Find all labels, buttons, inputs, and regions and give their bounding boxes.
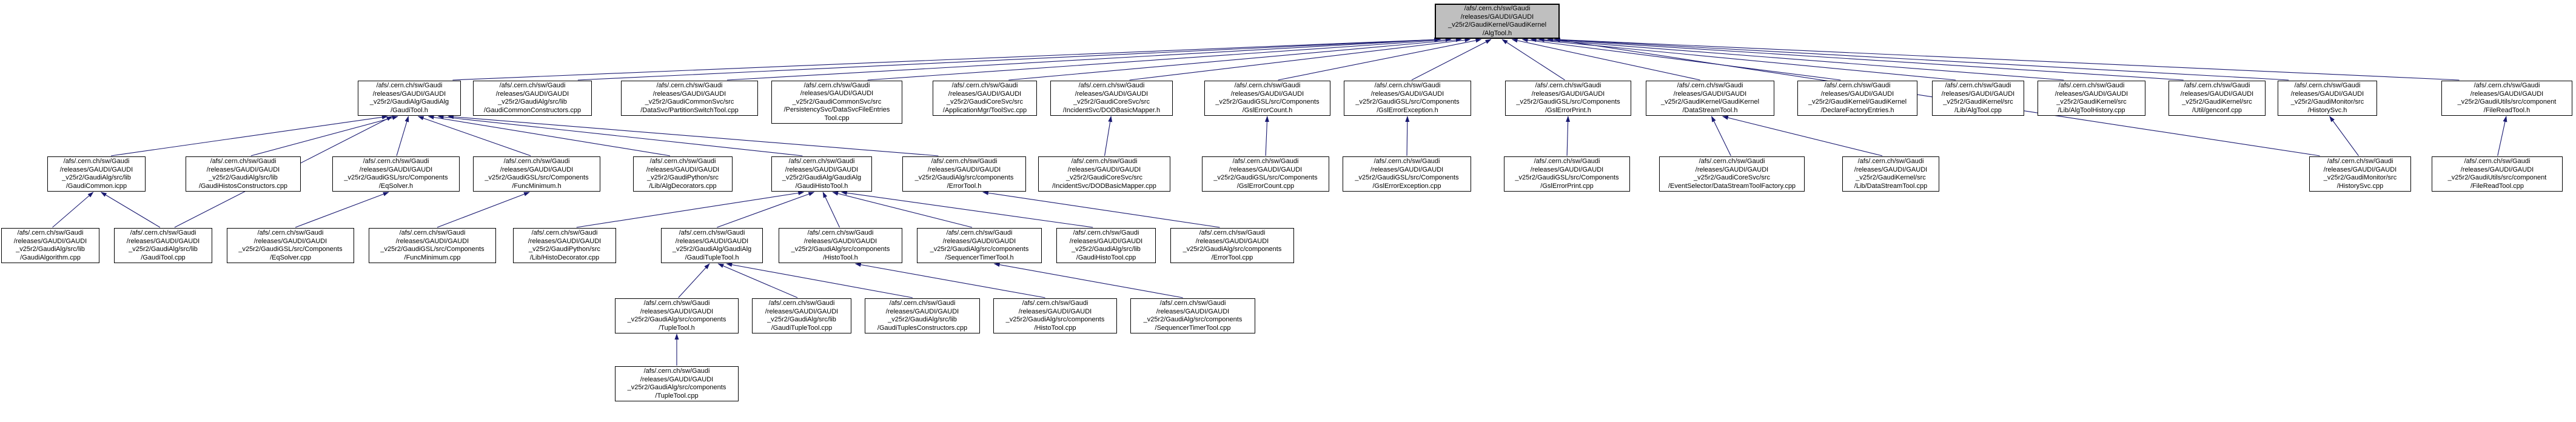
graph-node-label-line: /IncidentSvc/DODBasicMapper.cpp [1052, 182, 1156, 190]
graph-node-label-line: /afs/.cern.ch/sw/Gaudi [788, 158, 855, 165]
graph-node-label-line: /releases/GAUDI/GAUDI [253, 237, 327, 245]
graph-node-label-line: /GaudiCommonConstructors.cpp [483, 106, 582, 114]
graph-node-label-line: /DataSvc/PartitionSwitchTool.cpp [640, 106, 739, 114]
graph-node-label-line: _v25r2/GaudiKernel/src [1943, 98, 2013, 106]
graph-node-n4[interactable] [771, 81, 902, 124]
graph-node-label-line: /releases/GAUDI/GAUDI [1673, 90, 1747, 98]
graph-node-p10[interactable] [1170, 228, 1294, 263]
graph-node-label-line: /GaudiHistoTool.cpp [1076, 253, 1136, 261]
graph-node-label-line: /afs/.cern.ch/sw/Gaudi [1535, 82, 1602, 89]
graph-node-label-line: /EqSolver.h [378, 182, 414, 190]
graph-node-label-line: /releases/GAUDI/GAUDI [528, 237, 602, 245]
include-edge-m12-to-n10 [1712, 116, 1731, 156]
graph-node-label-line: /afs/.cern.ch/sw/Gaudi [1699, 158, 1765, 165]
graph-node-label-line: /GaudiHistoTool.h [795, 182, 848, 190]
graph-node-label-line: /releases/GAUDI/GAUDI [359, 166, 433, 173]
include-edge-n15-to-root [1555, 39, 2289, 80]
graph-node-label-line: /GaudiTool.h [391, 106, 428, 114]
graph-node-label-line: _v25r2/GaudiUtils/src/component [2447, 174, 2547, 181]
graph-node-label-line: /releases/GAUDI/GAUDI [803, 237, 877, 245]
graph-node-p9[interactable] [1056, 228, 1156, 263]
graph-node-n9[interactable] [1505, 81, 1631, 116]
graph-node-label-line: /afs/.cern.ch/sw/Gaudi [503, 158, 570, 165]
graph-node-label-line: /releases/GAUDI/GAUDI [13, 237, 87, 245]
graph-node-label-line: /afs/.cern.ch/sw/Gaudi [2058, 82, 2125, 89]
graph-node-label-line: /releases/GAUDI/GAUDI [2460, 166, 2534, 173]
graph-node-label-line: /afs/.cern.ch/sw/Gaudi [376, 82, 443, 89]
graph-node-label-line: /FuncMinimum.cpp [404, 253, 461, 261]
graph-node-label-line: /PersistencySvc/DataSvcFileEntries [783, 106, 890, 114]
include-edge-p10-to-m7 [983, 192, 1220, 227]
graph-node-m9[interactable] [1202, 156, 1329, 192]
graph-node-label-line: _v25r2/GaudiAlg/src/components [627, 384, 726, 391]
graph-node-label-line: /ErrorTool.h [947, 182, 982, 190]
include-edge-n11-to-root [1523, 39, 1841, 80]
graph-node-label-line: _v25r2/GaudiGSL/src/Components [380, 246, 485, 253]
graph-node-label-line: /afs/.cern.ch/sw/Gaudi [1022, 300, 1088, 307]
graph-node-label-line: /releases/GAUDI/GAUDI [206, 166, 280, 173]
graph-node-n3[interactable] [621, 81, 758, 116]
graph-node-label-line: /GaudiAlgorithm.cpp [20, 253, 81, 261]
graph-node-label-line: /Lib/AlgToolHistory.cpp [2058, 106, 2125, 114]
include-edge-n4-to-root [868, 39, 1451, 80]
graph-node-n10[interactable] [1646, 81, 1774, 116]
graph-node-label-line: /AlgTool.h [1482, 29, 1512, 37]
graph-node-label-line: /releases/GAUDI/GAUDI [59, 166, 133, 173]
graph-node-label-line: /releases/GAUDI/GAUDI [646, 166, 720, 173]
graph-node-label-line: /afs/.cern.ch/sw/Gaudi [2474, 82, 2540, 89]
include-edge-m1-to-n1 [111, 116, 387, 156]
graph-node-label-line: /afs/.cern.ch/sw/Gaudi [2184, 82, 2250, 89]
graph-node-label-line: /releases/GAUDI/GAUDI [2323, 166, 2397, 173]
graph-node-label-line: /releases/GAUDI/GAUDI [500, 166, 574, 173]
graph-node-label-line: _v25r2/GaudiCommonSvc/src [645, 98, 734, 106]
graph-node-label-line: _v25r2/GaudiAlg/src/lib [767, 316, 836, 323]
graph-node-label-line: /releases/GAUDI/GAUDI [1370, 90, 1444, 98]
graph-node-m2[interactable] [186, 156, 301, 192]
graph-node-q5[interactable] [1130, 298, 1255, 333]
include-edge-m14-to-n15 [2330, 116, 2359, 156]
include-edge-q5-to-p8 [995, 264, 1183, 298]
graph-node-label-line: /afs/.cern.ch/sw/Gaudi [499, 82, 566, 89]
graph-node-label-line: /releases/GAUDI/GAUDI [785, 166, 859, 173]
graph-node-m13[interactable] [1842, 156, 1939, 192]
graph-node-label-line: /releases/GAUDI/GAUDI [1067, 166, 1141, 173]
graph-node-label-line: _v25r2/GaudiGSL/src/Components [1515, 174, 1619, 181]
graph-node-label-line: /GslErrorPrint.h [1545, 106, 1591, 114]
graph-node-label-line: /ApplicationMgr/ToolSvc.cpp [942, 106, 1027, 114]
graph-node-label-line: /releases/GAUDI/GAUDI [948, 90, 1022, 98]
graph-node-label-line: /TupleTool.cpp [655, 392, 699, 400]
graph-node-label-line: /HistoTool.cpp [1034, 324, 1076, 332]
graph-node-n2[interactable] [473, 81, 592, 116]
graph-node-p8[interactable] [917, 228, 1042, 263]
graph-node-m15[interactable] [2432, 156, 2563, 192]
graph-node-label-line: /HistorySvc.h [2307, 106, 2347, 114]
graph-node-label-line: _v25r2/GaudiAlg/GaudiAlg [369, 98, 449, 106]
include-edge-p1-to-m1 [53, 192, 93, 227]
include-edge-m15-to-n16 [2498, 116, 2506, 156]
graph-node-label-line: /GaudiHistosConstructors.cpp [198, 182, 288, 190]
include-edge-p2-to-m1 [101, 192, 160, 227]
graph-node-label-line: /releases/GAUDI/GAUDI [1820, 90, 1894, 98]
include-edge-p9-to-m6 [842, 192, 1093, 227]
graph-node-label-line: _v25r2/GaudiPython/src [528, 246, 600, 253]
include-edge-n2-to-root [578, 39, 1440, 80]
graph-node-label-line: /HistoTool.h [823, 253, 858, 261]
graph-node-root [1435, 4, 1560, 39]
include-edge-m9-to-n7 [1266, 116, 1267, 156]
graph-node-label-line: /DeclareFactoryEntries.h [1820, 106, 1894, 114]
graph-node-label-line: /releases/GAUDI/GAUDI [1530, 166, 1604, 173]
graph-node-label-line: /EqSolver.cpp [270, 253, 311, 261]
graph-node-label-line: /releases/GAUDI/GAUDI [1230, 90, 1304, 98]
include-edge-m2-to-n1 [251, 116, 398, 156]
graph-node-label-line: /afs/.cern.ch/sw/Gaudi [679, 229, 745, 236]
graph-node-p5[interactable] [513, 228, 616, 263]
graph-node-label-line: /releases/GAUDI/GAUDI [640, 307, 714, 315]
include-edge-n5-to-root [1008, 39, 1461, 80]
graph-node-m1[interactable] [47, 156, 146, 192]
graph-node-label-line: /afs/.cern.ch/sw/Gaudi [656, 82, 723, 89]
graph-node-label-line: /afs/.cern.ch/sw/Gaudi [1374, 82, 1441, 89]
graph-node-p3[interactable] [227, 228, 354, 263]
graph-node-n13[interactable] [2038, 81, 2145, 116]
graph-node-label-line: _v25r2/GaudiMonitor/src [2290, 98, 2364, 106]
graph-node-label-line: /releases/GAUDI/GAUDI [640, 375, 714, 383]
graph-node-label-line: /afs/.cern.ch/sw/Gaudi [2464, 158, 2531, 165]
graph-node-label-line: /afs/.cern.ch/sw/Gaudi [643, 300, 710, 307]
graph-node-label-line: /afs/.cern.ch/sw/Gaudi [363, 158, 429, 165]
include-edge-p4-to-m4 [437, 192, 529, 227]
graph-node-label-line: _v25r2/GaudiKernel/src [2056, 98, 2127, 106]
graph-node-label-line: /GaudiTuplesConstructors.cpp [877, 324, 968, 332]
graph-node-label-line: Tool.cpp [824, 114, 850, 122]
graph-node-label-line: _v25r2/GaudiAlg/src/components [914, 174, 1014, 181]
graph-node-label-line: /releases/GAUDI/GAUDI [2180, 90, 2254, 98]
include-edge-q2-to-p6 [718, 264, 797, 298]
graph-node-label-line: _v25r2/GaudiKernel/GaudiKernel [1447, 21, 1547, 28]
graph-node-label-line: /afs/.cern.ch/sw/Gaudi [1071, 158, 1138, 165]
graph-node-label-line: /TupleTool.h [659, 324, 695, 332]
include-edge-p6-to-m6 [717, 192, 814, 227]
include-edge-m5-to-n1 [429, 116, 670, 156]
graph-node-label-line: /afs/.cern.ch/sw/Gaudi [1464, 5, 1531, 12]
graph-node-label-line: /afs/.cern.ch/sw/Gaudi [931, 158, 998, 165]
graph-node-label-line: /afs/.cern.ch/sw/Gaudi [1857, 158, 1924, 165]
graph-node-q2[interactable] [752, 298, 851, 333]
graph-node-p2[interactable] [114, 228, 212, 263]
graph-node-label-line: /afs/.cern.ch/sw/Gaudi [2294, 82, 2361, 89]
graph-node-m11[interactable] [1504, 156, 1630, 192]
graph-node-label-line: /FileReadTool.cpp [2470, 182, 2524, 190]
graph-node-label-line: /HistorySvc.cpp [2336, 182, 2384, 190]
graph-node-label-line: /EventSelector/DataStreamToolFactory.cpp [1668, 182, 1796, 190]
graph-node-n7[interactable] [1204, 81, 1330, 116]
graph-node-label-line: _v25r2/GaudiCoreSvc/src [1066, 174, 1142, 181]
graph-node-label-line: /afs/.cern.ch/sw/Gaudi [1945, 82, 2011, 89]
graph-node-label-line: /afs/.cern.ch/sw/Gaudi [1677, 82, 1743, 89]
graph-node-label-line: /Lib/HistoDecorator.cpp [529, 253, 600, 261]
graph-node-label-line: /afs/.cern.ch/sw/Gaudi [1534, 158, 1600, 165]
graph-node-m7[interactable] [902, 156, 1026, 192]
graph-node-label-line: /afs/.cern.ch/sw/Gaudi [1232, 158, 1299, 165]
graph-node-n8[interactable] [1344, 81, 1471, 116]
graph-node-label-line: /afs/.cern.ch/sw/Gaudi [399, 229, 466, 236]
graph-node-label-line: _v25r2/GaudiGSL/src/Components [1516, 98, 1620, 106]
graph-node-label-line: _v25r2/GaudiKernel/src [2182, 98, 2252, 106]
include-edge-m13-to-n10 [1723, 116, 1882, 156]
graph-node-label-line: /releases/GAUDI/GAUDI [1695, 166, 1769, 173]
graph-node-m12[interactable] [1659, 156, 1805, 192]
include-edge-m4-to-n1 [418, 116, 531, 156]
graph-node-label-line: /GaudiCommon.icpp [65, 182, 127, 190]
graph-node-label-line: _v25r2/GaudiGSL/src/Components [1355, 98, 1460, 106]
graph-node-label-line: _v25r2/GaudiAlg/src/components [627, 316, 726, 323]
graph-node-label-line: /SequencerTimerTool.cpp [1155, 324, 1231, 332]
include-edge-m6-to-n1 [438, 116, 803, 156]
graph-node-label-line: /GaudiTupleTool.h [685, 253, 739, 261]
graph-node-m6[interactable] [771, 156, 872, 192]
include-edge-p5-to-m6 [577, 192, 804, 227]
graph-node-label-line: /releases/GAUDI/GAUDI [1195, 237, 1269, 245]
graph-node-label-line: /afs/.cern.ch/sw/Gaudi [63, 158, 130, 165]
graph-node-label-line: /afs/.cern.ch/sw/Gaudi [803, 81, 870, 89]
graph-node-label-line: /GaudiTupleTool.cpp [771, 324, 833, 332]
include-edge-n10-to-root [1512, 39, 1700, 80]
include-edge-n13-to-root [1539, 39, 2064, 80]
graph-node-label-line: _v25r2/GaudiAlg/src/components [1182, 246, 1282, 253]
graph-node-label-line: _v25r2/GaudiKernel/GaudiKernel [1808, 98, 1907, 106]
graph-node-label-line: /GaudiTool.cpp [141, 253, 186, 261]
graph-node-label-line: /releases/GAUDI/GAUDI [1854, 166, 1928, 173]
graph-node-q1[interactable] [615, 298, 739, 333]
include-edge-n3-to-root [727, 39, 1441, 80]
graph-node-label-line: /releases/GAUDI/GAUDI [395, 237, 469, 245]
graph-node-label-line: /Lib/AlgTool.cpp [1954, 106, 2002, 114]
graph-node-label-line: _v25r2/GaudiKernel/GaudiKernel [1660, 98, 1760, 106]
graph-node-label-line: /releases/GAUDI/GAUDI [942, 237, 1016, 245]
graph-node-p7[interactable] [779, 228, 902, 263]
graph-node-label-line: /afs/.cern.ch/sw/Gaudi [1199, 229, 1266, 236]
graph-node-label-line: /releases/GAUDI/GAUDI [1229, 166, 1303, 173]
graph-node-label-line: /afs/.cern.ch/sw/Gaudi [17, 229, 84, 236]
graph-node-label-line: /FuncMinimum.h [512, 182, 562, 190]
graph-node-label-line: _v25r2/GaudiPython/src [646, 174, 719, 181]
graph-node-label-line: _v25r2/GaudiAlg/src/lib [1072, 246, 1141, 253]
graph-node-label-line: _v25r2/GaudiGSL/src/Components [1355, 174, 1459, 181]
graph-node-label-line: /afs/.cern.ch/sw/Gaudi [210, 158, 277, 165]
graph-node-label-line: /afs/.cern.ch/sw/Gaudi [649, 158, 716, 165]
graph-node-label-line: /IncidentSvc/DODBasicMapper.h [1062, 106, 1161, 114]
graph-node-n14[interactable] [2168, 81, 2266, 116]
graph-node-label-line: _v25r2/GaudiAlg/src/components [1005, 316, 1105, 323]
graph-node-label-line: /releases/GAUDI/GAUDI [652, 90, 726, 98]
graph-node-m10[interactable] [1343, 156, 1471, 192]
graph-node-label-line: /GslErrorException.h [1377, 106, 1438, 114]
graph-node-label-line: /ErrorTool.cpp [1211, 253, 1253, 261]
graph-node-label-line: _v25r2/GaudiAlg/src/lib [888, 316, 957, 323]
include-edge-m11-to-n9 [1567, 116, 1568, 156]
graph-node-label-line: _v25r2/GaudiCoreSvc/src [947, 98, 1023, 106]
include-edge-n1-to-root [452, 39, 1440, 80]
graph-node-label-line: _v25r2/GaudiGSL/src/Components [1215, 98, 1320, 106]
graph-node-label-line: /releases/GAUDI/GAUDI [1018, 307, 1092, 315]
graph-node-label-line: /releases/GAUDI/GAUDI [927, 166, 1001, 173]
graph-node-label-line: /afs/.cern.ch/sw/Gaudi [643, 367, 710, 375]
graph-node-label-line: /Lib/DataStreamTool.cpp [1854, 182, 1928, 190]
graph-node-label-line: /releases/GAUDI/GAUDI [2290, 90, 2364, 98]
graph-node-label-line: _v25r2/GaudiAlg/src/lib [209, 174, 278, 181]
include-edge-m8-to-n6 [1105, 116, 1112, 156]
graph-node-label-line: /releases/GAUDI/GAUDI [372, 90, 446, 98]
graph-node-label-line: _v25r2/GaudiAlg/src/components [930, 246, 1029, 253]
graph-node-label-line: /releases/GAUDI/GAUDI [765, 307, 839, 315]
graph-node-label-line: /afs/.cern.ch/sw/Gaudi [946, 229, 1013, 236]
graph-node-m5[interactable] [633, 156, 733, 192]
graph-node-label-line: _v25r2/GaudiAlg/GaudiAlg [782, 174, 862, 181]
graph-node-m14[interactable] [2309, 156, 2411, 192]
include-edge-n14-to-root [1548, 39, 2184, 80]
graph-node-label-line: _v25r2/GaudiAlg/GaudiAlg [672, 246, 752, 253]
graph-node-label-line: /releases/GAUDI/GAUDI [126, 237, 200, 245]
graph-node-label-line: _v25r2/GaudiCoreSvc/src [1073, 98, 1150, 106]
graph-node-label-line: /afs/.cern.ch/sw/Gaudi [531, 229, 598, 236]
graph-node-label-line: /releases/GAUDI/GAUDI [2054, 90, 2128, 98]
graph-node-label-line: _v25r2/GaudiAlg/src/lib [498, 98, 567, 106]
graph-node-label-line: /SequencerTimerTool.h [945, 253, 1014, 261]
include-edge-p3-to-m3 [295, 192, 389, 227]
graph-node-label-line: _v25r2/GaudiKernel/src [1856, 174, 1926, 181]
graph-node-label-line: /afs/.cern.ch/sw/Gaudi [1234, 82, 1301, 89]
graph-node-label-line: /releases/GAUDI/GAUDI [675, 237, 749, 245]
graph-node-label-line: /afs/.cern.ch/sw/Gaudi [1073, 229, 1139, 236]
graph-node-p1[interactable] [1, 228, 99, 263]
graph-node-label-line: /releases/GAUDI/GAUDI [1069, 237, 1143, 245]
graph-node-label-line: /releases/GAUDI/GAUDI [495, 90, 569, 98]
graph-node-s1[interactable] [615, 366, 739, 401]
graph-node-label-line: /DataStreamTool.h [1682, 106, 1738, 114]
graph-node-label-line: _v25r2/GaudiAlg/src/lib [16, 246, 85, 253]
graph-node-label-line: /releases/GAUDI/GAUDI [1531, 90, 1605, 98]
graph-node-label-line: /afs/.cern.ch/sw/Gaudi [807, 229, 874, 236]
graph-node-q3[interactable] [865, 298, 980, 333]
graph-node-n12[interactable] [1932, 81, 2024, 116]
graph-node-n1[interactable] [358, 81, 461, 116]
graph-node-label-line: /afs/.cern.ch/sw/Gaudi [1824, 82, 1891, 89]
graph-node-label-line: /GslErrorCount.h [1242, 106, 1293, 114]
include-edge-m3-to-n1 [397, 116, 408, 156]
graph-node-label-line: _v25r2/GaudiAlg/src/components [791, 246, 890, 253]
graph-node-label-line: /releases/GAUDI/GAUDI [1156, 307, 1230, 315]
graph-node-label-line: _v25r2/GaudiGSL/src/Components [238, 246, 343, 253]
graph-node-label-line: /afs/.cern.ch/sw/Gaudi [951, 82, 1018, 89]
graph-node-label-line: _v25r2/GaudiAlg/src/components [1143, 316, 1243, 323]
graph-node-label-line: /GslErrorException.cpp [1372, 182, 1441, 190]
graph-node-n5[interactable] [933, 81, 1037, 116]
graph-node-label-line: /afs/.cern.ch/sw/Gaudi [1159, 300, 1226, 307]
graph-node-label-line: _v25r2/GaudiGSL/src/Components [344, 174, 448, 181]
include-edge-p7-to-m6 [823, 192, 839, 227]
graph-node-label-line: _v25r2/GaudiMonitor/src [2323, 174, 2397, 181]
graph-node-m3[interactable] [332, 156, 460, 192]
graph-node-label-line: /releases/GAUDI/GAUDI [1370, 166, 1444, 173]
graph-node-label-line: _v25r2/GaudiUtils/src/component [2457, 98, 2557, 106]
include-edge-n9-to-root [1502, 39, 1565, 80]
graph-node-label-line: /releases/GAUDI/GAUDI [800, 90, 874, 98]
graph-node-label-line: /releases/GAUDI/GAUDI [2470, 90, 2544, 98]
graph-node-n6[interactable] [1050, 81, 1173, 116]
graph-node-label-line: /afs/.cern.ch/sw/Gaudi [1078, 82, 1145, 89]
graph-node-label-line: /FileReadTool.h [2483, 106, 2531, 114]
graph-node-n15[interactable] [2278, 81, 2377, 116]
graph-node-label-line: /afs/.cern.ch/sw/Gaudi [889, 300, 956, 307]
graph-node-label-line: /GslErrorCount.cpp [1236, 182, 1295, 190]
graph-node-label-line: _v25r2/GaudiAlg/src/lib [129, 246, 198, 253]
graph-node-label-line: _v25r2/GaudiGSL/src/Components [485, 174, 589, 181]
graph-node-label-line: _v25r2/GaudiAlg/src/lib [62, 174, 131, 181]
graph-node-label-line: /afs/.cern.ch/sw/Gaudi [257, 229, 324, 236]
graph-node-n11[interactable] [1797, 81, 1917, 116]
graph-node-m4[interactable] [473, 156, 600, 192]
graph-node-m8[interactable] [1038, 156, 1170, 192]
graph-node-label-line: _v25r2/GaudiCoreSvc/src [1694, 174, 1770, 181]
graph-node-label-line: /afs/.cern.ch/sw/Gaudi [1374, 158, 1440, 165]
graph-node-label-line: _v25r2/GaudiGSL/src/Components [1213, 174, 1318, 181]
graph-node-label-line: _v25r2/GaudiCommonSvc/src [792, 98, 882, 106]
include-edge-q1-to-p6 [679, 264, 709, 298]
graph-node-p6[interactable] [661, 228, 763, 263]
graph-node-p4[interactable] [369, 228, 496, 263]
graph-node-label-line: /Lib/AlgDecorators.cpp [649, 182, 717, 190]
graph-node-label-line: /releases/GAUDI/GAUDI [1075, 90, 1149, 98]
graph-node-label-line: /afs/.cern.ch/sw/Gaudi [768, 300, 835, 307]
graph-node-label-line: /releases/GAUDI/GAUDI [885, 307, 959, 315]
graph-node-label-line: /Util/genconf.cpp [2192, 106, 2242, 114]
graph-node-label-line: /afs/.cern.ch/sw/Gaudi [130, 229, 196, 236]
graph-node-label-line: /releases/GAUDI/GAUDI [1941, 90, 2015, 98]
graph-node-label-line: /afs/.cern.ch/sw/Gaudi [2327, 158, 2393, 165]
include-edge-n6-to-root [1130, 39, 1471, 80]
include-edge-p8-to-m6 [833, 192, 972, 227]
graph-node-n16[interactable] [2441, 81, 2572, 116]
graph-node-label-line: /GslErrorPrint.cpp [1540, 182, 1594, 190]
graph-node-q4[interactable] [993, 298, 1117, 333]
graph-node-label-line: /releases/GAUDI/GAUDI [1460, 13, 1534, 21]
